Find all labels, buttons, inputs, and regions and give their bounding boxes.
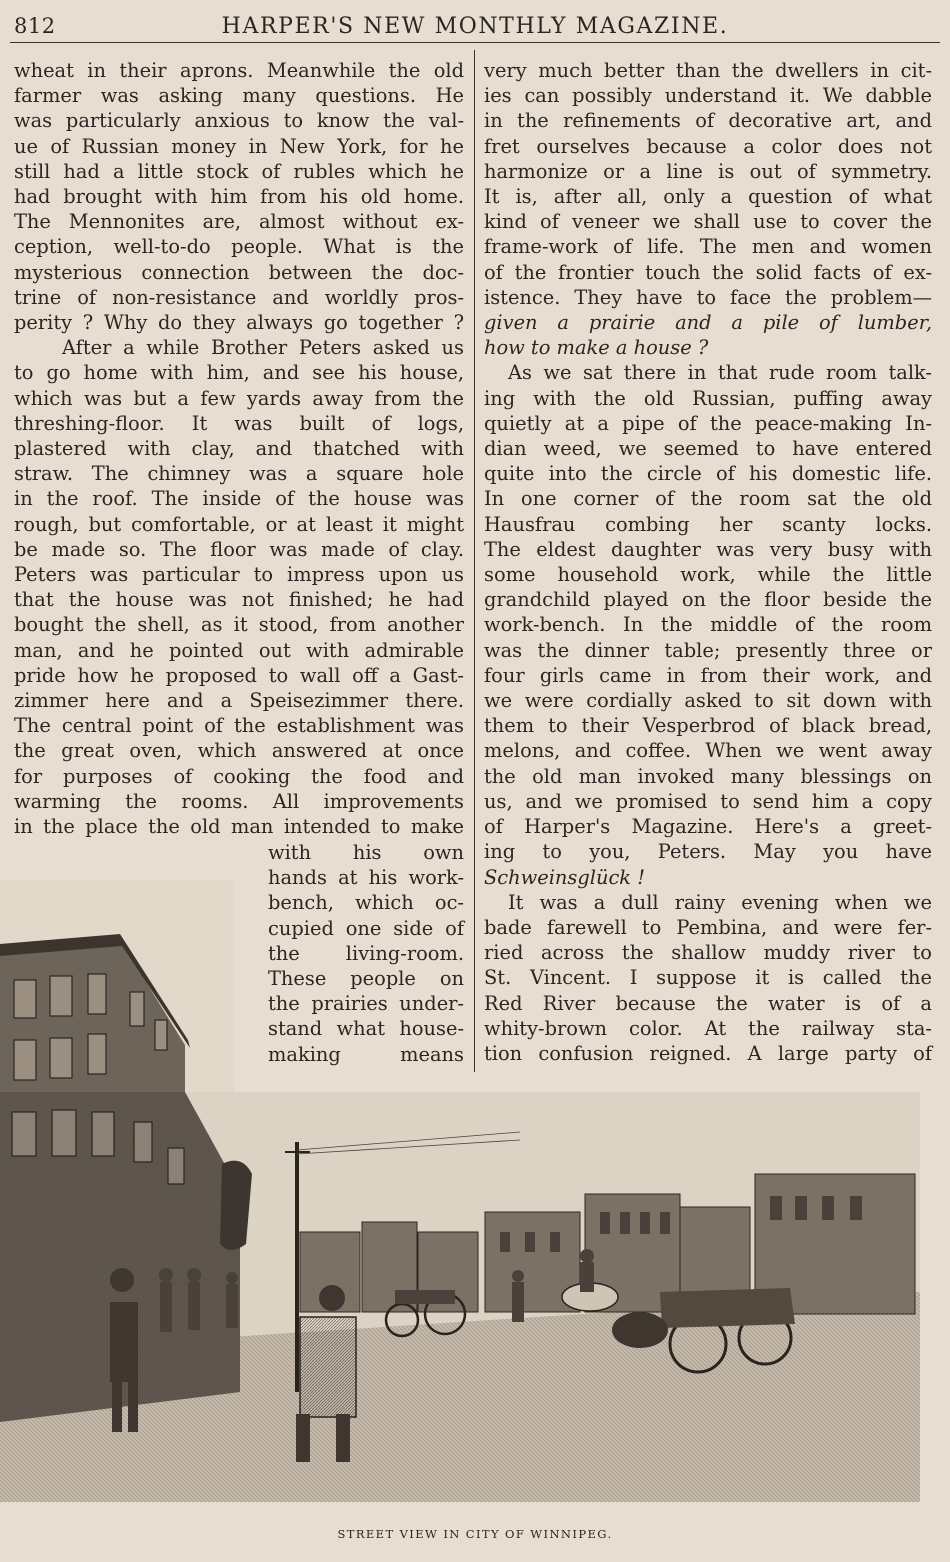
text-line: rough, but comfortable, or at least it might [14, 512, 464, 536]
text-line: very much better than the dwellers in cit- [484, 59, 932, 82]
text-line: stand what house- [268, 1017, 464, 1041]
text-line: melons, and coffee. When we went away [484, 739, 932, 763]
text-line: the old man invoked many blessings on [484, 764, 932, 788]
text-line: had brought with him from his old home. [14, 185, 464, 209]
text-line: The eldest daughter was very busy with [484, 537, 932, 561]
text-line: be made so. The floor was made of clay. [14, 537, 464, 561]
text-line: zimmer here and a Speisezimmer there. [14, 689, 464, 713]
text-line: frame-work of life. The men and women [484, 235, 932, 259]
text-line: bought the shell, as it stood, from another [14, 613, 464, 637]
illustration-caption: STREET VIEW IN CITY OF WINNIPEG. [337, 1527, 613, 1541]
text-line: that the house was not finished; he had [14, 588, 464, 612]
text-line: threshing-floor. It was built of logs, [14, 411, 464, 435]
text-line: us, and we promised to send him a copy [484, 789, 932, 813]
text-line: four girls came in from their work, and [484, 663, 932, 687]
column-divider [474, 50, 475, 1072]
text-line: tion confusion reigned. A large party of [484, 1041, 932, 1065]
text-line: given a prairie and a pile of lumber, [484, 311, 932, 335]
left-column [14, 58, 464, 839]
text-line: work-bench. In the middle of the room [484, 613, 932, 637]
text-line: ing with the old Russian, puffing away [484, 386, 932, 410]
text-line: straw. The chimney was a square hole [14, 462, 464, 486]
text-line: was the dinner table; presently three or [484, 638, 932, 662]
text-line: of Harper's Magazine. Here's a greet- [484, 815, 932, 839]
text-line: was particularly anxious to know the val- [14, 109, 464, 133]
text-line: for purposes of cooking the food and [14, 764, 464, 788]
text-line: ies can possibly understand it. We dabble [484, 84, 932, 108]
text-line: the great oven, which answered at once [14, 739, 464, 763]
text-line: cupied one side of [268, 916, 464, 940]
text-line: of the frontier touch the solid facts of ex- [484, 260, 932, 284]
text-line: with his own [268, 841, 464, 864]
text-line: It is, after all, only a question of what [484, 185, 932, 209]
text-line: ried across the shallow muddy river to [484, 941, 932, 965]
left-column-narrow [268, 840, 464, 1067]
page-number: 812 [14, 14, 56, 38]
text-line: Red River because the water is of a [484, 991, 932, 1015]
text-line: Peters was particular to impress upon us [14, 563, 464, 587]
text-line: the prairies under- [268, 992, 464, 1016]
text-line: Hausfrau combing her scanty locks. [484, 512, 932, 536]
text-line: pride how he proposed to wall off a Gast- [14, 663, 464, 687]
text-line: ception, well-to-do people. What is the [14, 235, 464, 259]
illustration-upper-drawing [0, 880, 234, 1100]
running-header [0, 6, 950, 42]
illustration-upper [0, 880, 234, 1100]
text-line: to go home with him, and see his house, [14, 361, 464, 385]
text-line: dian weed, we seemed to have entered [484, 437, 932, 461]
text-line: As we sat there in that rude room talk- [508, 361, 932, 385]
text-line: farmer was asking many questions. He [14, 84, 464, 108]
text-line: It was a dull rainy evening when we [508, 890, 932, 914]
text-line: istence. They have to face the problem— [484, 285, 932, 309]
text-line: These people on [268, 967, 464, 991]
text-line: The central point of the establishment was [14, 714, 464, 738]
text-line: Schweinsglück ! [484, 865, 646, 889]
street-view-engraving [0, 1092, 920, 1502]
text-line: St. Vincent. I suppose it is called the [484, 966, 932, 990]
text-line: wheat in their aprons. Meanwhile the old [14, 59, 464, 82]
text-line: whity-brown color. At the railway sta- [484, 1016, 932, 1040]
text-line: grandchild played on the floor beside the [484, 588, 932, 612]
right-column [484, 58, 932, 1066]
text-line: how to make a house ? [484, 336, 709, 360]
header-rule [10, 42, 940, 43]
text-line: some household work, while the little [484, 563, 932, 587]
text-line: mysterious connection between the doc- [14, 260, 464, 284]
text-line: ue of Russian money in New York, for he [14, 134, 464, 158]
text-line: quite into the circle of his domestic life. [484, 462, 932, 486]
text-line: hands at his work- [268, 866, 464, 890]
illustration [0, 1092, 920, 1502]
text-line: in the roof. The inside of the house was [14, 487, 464, 511]
text-line: in the place the old man intended to make [14, 815, 464, 839]
text-line: making means [268, 1042, 464, 1066]
text-line: bench, which oc- [268, 891, 464, 915]
text-line: fret ourselves because a color does not [484, 134, 932, 158]
text-line: which was but a few yards away from the [14, 386, 464, 410]
magazine-title: HARPER'S NEW MONTHLY MAGAZINE. [221, 14, 729, 39]
text-line: still had a little stock of rubles which he [14, 159, 464, 183]
text-line: perity ? Why do they always go together ? [14, 311, 464, 335]
text-line: in the refinements of decorative art, and [484, 109, 932, 133]
text-line: trine of non-resistance and worldly pros- [14, 285, 464, 309]
text-line: kind of veneer we shall use to cover the [484, 210, 932, 234]
text-line: warming the rooms. All improvements [14, 789, 464, 813]
text-line: the living-room. [268, 941, 464, 965]
text-line: The Mennonites are, almost without ex- [14, 210, 464, 234]
text-line: man, and he pointed out with admirable [14, 638, 464, 662]
text-line: harmonize or a line is out of symmetry. [484, 159, 932, 183]
text-line: them to their Vesperbrod of black bread, [484, 714, 932, 738]
text-line: In one corner of the room sat the old [484, 487, 932, 511]
text-line: ing to you, Peters. May you have [484, 840, 932, 864]
text-line: After a while Brother Peters asked us [62, 336, 464, 360]
text-line: plastered with clay, and thatched with [14, 437, 464, 461]
text-line: we were cordially asked to sit down with [484, 689, 932, 713]
text-line: quietly at a pipe of the peace-making In- [484, 411, 932, 435]
text-line: bade farewell to Pembina, and were fer- [484, 915, 932, 939]
